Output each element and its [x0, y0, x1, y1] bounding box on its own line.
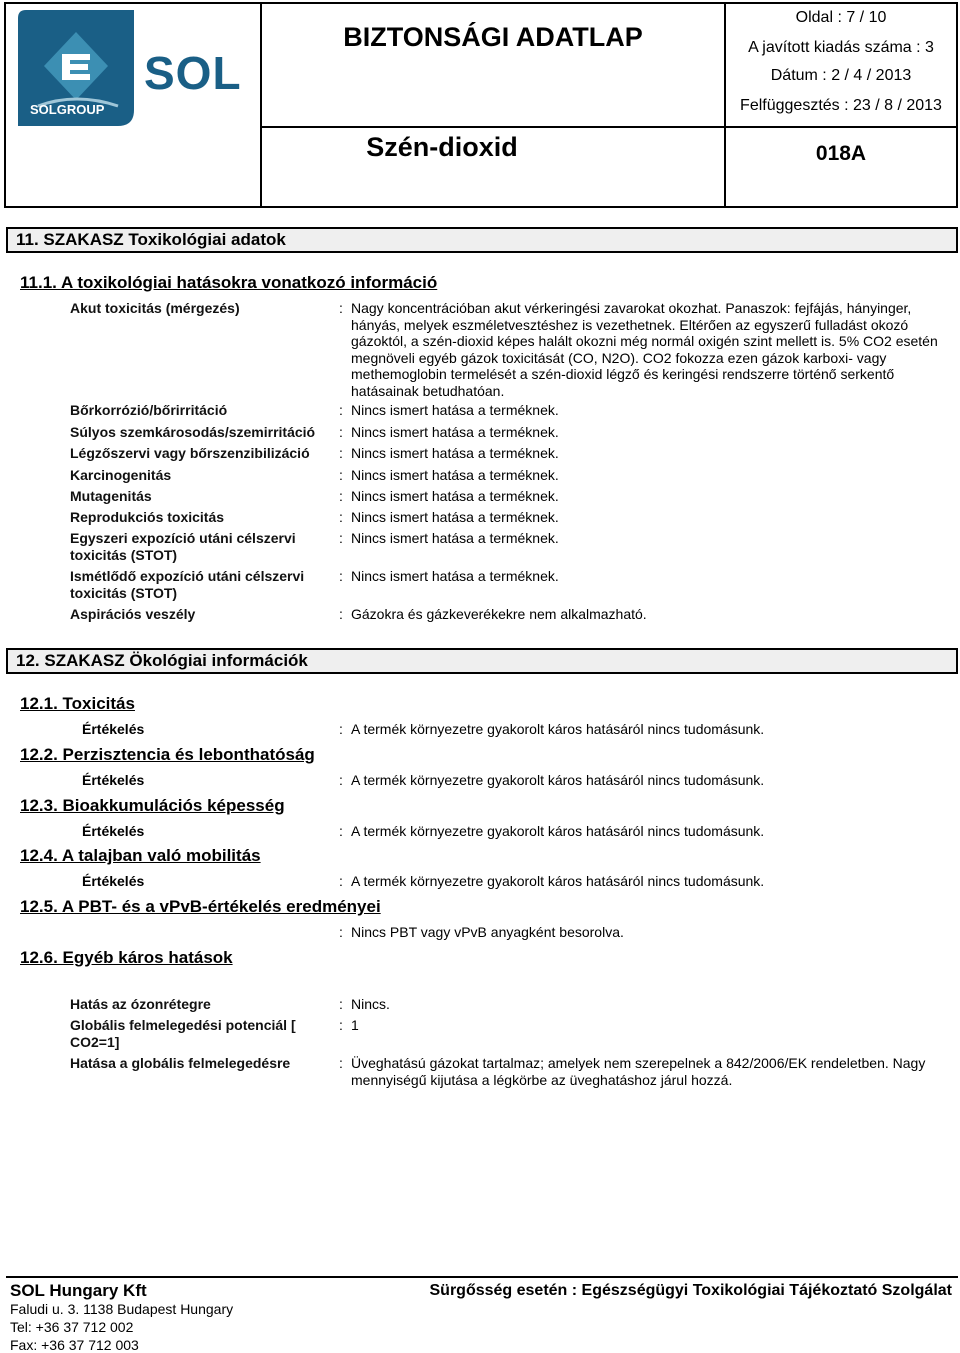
subsection-12-3-title: 12.3. Bioakkumulációs képesség [20, 796, 285, 815]
row-label: Súlyos szemkárosodás/szemirritáció [70, 424, 316, 440]
row-label: Hatás az ózonrétegre [70, 996, 211, 1012]
row-label: Globális felmelegedési potenciál [ CO2=1] [70, 1017, 296, 1050]
row-value: Nincs ismert hatása a terméknek. [351, 509, 559, 525]
section-12-header: 12. SZAKASZ Ökológiai információk [6, 648, 958, 674]
row-value: Gázokra és gázkeverékekre nem alkalmazható. [351, 606, 647, 622]
subsection-11-1-title: 11.1. A toxikológiai hatásokra vonatkozó információ [20, 273, 438, 292]
row-colon: : [339, 530, 343, 546]
row-value: 1 [351, 1017, 359, 1033]
product-name: Szén-dioxid [366, 132, 518, 162]
row-colon: : [339, 445, 343, 461]
row-value: Nincs ismert hatása a terméknek. [351, 568, 559, 584]
footer-divider [6, 1276, 958, 1278]
page-number: Oldal : 7 / 10 [795, 9, 887, 26]
row-colon: : [339, 924, 343, 940]
row-colon: : [339, 721, 343, 737]
row-label: Aspirációs veszély [70, 606, 196, 622]
row-colon: : [339, 424, 343, 440]
row-colon: : [339, 509, 343, 525]
assessment-value: A termék környezetre gyakorolt káros hatásáról nincs tudomásunk. [351, 772, 765, 788]
row-label: Ismétlődő expozíció utáni célszervi toxicitás (STOT) [70, 568, 305, 601]
subsection-12-2-title: 12.2. Perzisztencia és lebonthatóság [20, 745, 315, 764]
row-colon: : [339, 606, 343, 622]
row-colon: : [339, 568, 343, 584]
document-header [4, 2, 958, 208]
row-value: Üveghatású gázokat tartalmaz; amelyek nem szerepelnek a 842/2006/EK rendeletben. Nagy mennyiségű kijutása a légkörbe az üveghatáshoz járul hozzá. [351, 1055, 926, 1088]
row-label: Bőrkorrózió/bőrirritáció [70, 402, 228, 418]
row-value: Nincs ismert hatása a terméknek. [351, 488, 559, 504]
row-label: Mutagenitás [70, 488, 152, 504]
assessment-label: Értékelés [82, 873, 145, 889]
row-value: Nagy koncentrációban akut vérkeringési zavarokat okozhat. Panaszok: fejfájás, hányinger, hányás, melyek eszméletvesztéshez is vezethetnek. Eltérően az egyszerű fulladást okozó gázoktól, a szén-dioxid képes halált okozni még normál oxigén szint mellett is. 5% CO2 esetén megnöveli egyéb gázok toxicitását (CO, N2O). CO2 fokozza ezen gázok karboxi- vagy methemoglobin termelését a szén-dioxid légző és keringési rendszerre történő serkentő hatásainak betudhatóan. [351, 300, 938, 399]
row-colon: : [339, 772, 343, 788]
company-fax: Fax: +36 37 712 003 [10, 1337, 139, 1353]
row-label: Egyszeri expozíció utáni célszervi toxicitás (STOT) [70, 530, 296, 563]
logo-group-text: SOLGROUP [30, 102, 105, 117]
row-colon: : [339, 1017, 343, 1033]
issue-date: Dátum : 2 / 4 / 2013 [770, 67, 912, 84]
row-value: Nincs ismert hatása a terméknek. [351, 402, 559, 418]
row-value: Nincs ismert hatása a terméknek. [351, 467, 559, 483]
row-colon: : [339, 996, 343, 1012]
row-colon: : [339, 1055, 343, 1071]
row-colon: : [339, 300, 343, 316]
assessment-value: A termék környezetre gyakorolt káros hatásáról nincs tudomásunk. [351, 721, 765, 737]
pbt-value: Nincs PBT vagy vPvB anyagként besorolva. [351, 924, 624, 940]
row-value: Nincs ismert hatása a terméknek. [351, 445, 559, 461]
row-label: Hatása a globális felmelegedésre [70, 1055, 291, 1071]
company-address: Faludi u. 3. 1138 Budapest Hungary [10, 1301, 234, 1317]
assessment-value: A termék környezetre gyakorolt káros hatásáról nincs tudomásunk. [351, 873, 765, 889]
row-colon: : [339, 488, 343, 504]
row-colon: : [339, 402, 343, 418]
subsection-12-6-title: 12.6. Egyéb káros hatások [20, 948, 233, 967]
row-value: Nincs ismert hatása a terméknek. [351, 530, 559, 546]
row-value: Nincs ismert hatása a terméknek. [351, 424, 559, 440]
title-cell [262, 4, 726, 206]
assessment-label: Értékelés [82, 772, 145, 788]
row-label: Légzőszervi vagy bőrszenzibilizáció [70, 445, 310, 461]
row-label: Karcinogenitás [70, 467, 172, 483]
section-11-header: 11. SZAKASZ Toxikológiai adatok [6, 227, 958, 253]
revision-number: A javított kiadás száma : 3 [748, 39, 934, 56]
company-name: SOL Hungary Kft [10, 1281, 147, 1300]
logo-cell [6, 4, 262, 206]
row-label: Reprodukciós toxicitás [70, 509, 225, 525]
product-code: 018A [815, 142, 867, 165]
document-title: BIZTONSÁGI ADATLAP [343, 22, 643, 52]
assessment-label: Értékelés [82, 721, 145, 737]
meta-cell [726, 4, 956, 206]
subsection-12-1-title: 12.1. Toxicitás [20, 694, 135, 713]
row-colon: : [339, 823, 343, 839]
emergency-service: Sürgősség esetén : Egészségügyi Toxikológiai Tájékoztató Szolgálat [429, 1282, 952, 1299]
company-phone: Tel: +36 37 712 002 [10, 1319, 134, 1335]
row-label: Akut toxicitás (mérgezés) [70, 300, 240, 316]
row-value: Nincs. [351, 996, 390, 1012]
logo-text: SOL [144, 47, 242, 99]
assessment-value: A termék környezetre gyakorolt káros hatásáról nincs tudomásunk. [351, 823, 765, 839]
supersedes-date: Felfüggesztés : 23 / 8 / 2013 [740, 97, 942, 114]
row-colon: : [339, 467, 343, 483]
subsection-12-5-title: 12.5. A PBT- és a vPvB-értékelés eredményei [20, 897, 381, 916]
row-colon: : [339, 873, 343, 889]
subsection-12-4-title: 12.4. A talajban való mobilitás [20, 846, 261, 865]
assessment-label: Értékelés [82, 823, 145, 839]
